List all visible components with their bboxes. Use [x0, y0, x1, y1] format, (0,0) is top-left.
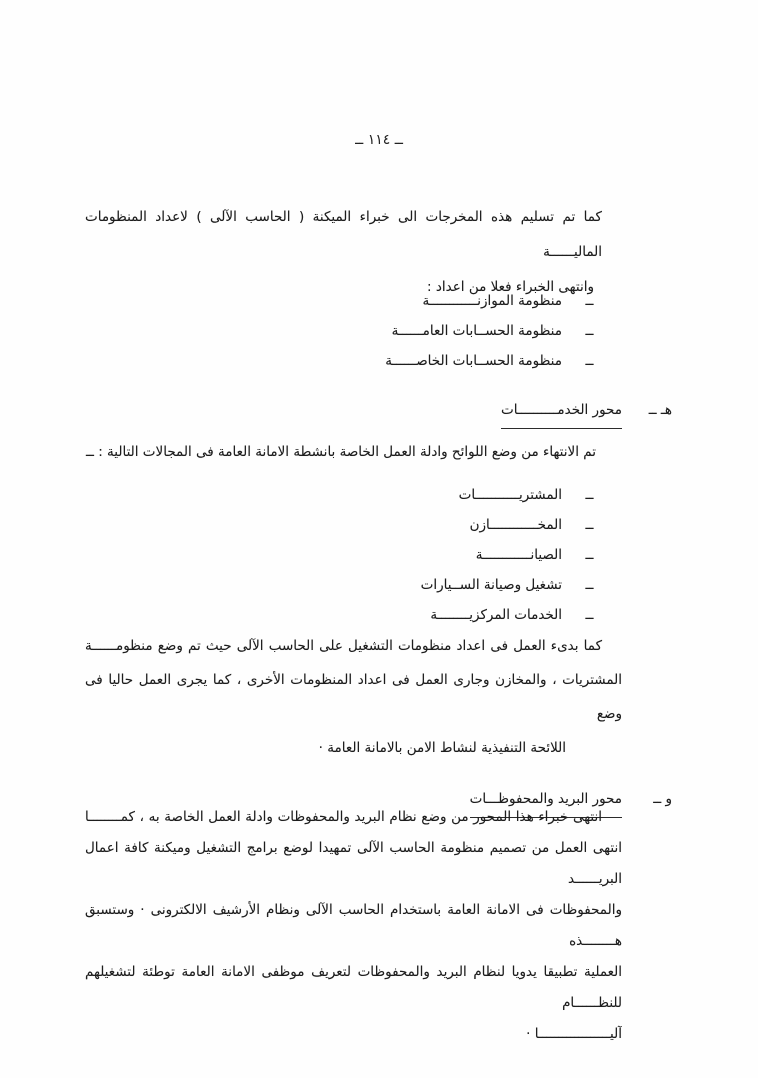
text-line: انتهى خبراء هذا المحور من وضع نظام البريد والمحفوظات وادلة العمل الخاصة به ، كمــــــــا	[85, 809, 602, 825]
list-item	[85, 600, 622, 630]
text-line: آليــــــــــــــــــا ·	[526, 1026, 622, 1042]
dash-bullet: ــ	[585, 577, 594, 593]
text-line: المشتريات ، والمخازن وجارى العمل فى اعداد المنظومات الأخرى ، كما يجرى العمل حاليا فى وضع	[85, 672, 622, 722]
section-letter: هـ ــ	[648, 402, 672, 418]
dash-bullet: ــ	[585, 607, 594, 623]
text-line: والمحفوظات فى الامانة العامة باستخدام الحاسب الآلى ونظام الأرشيف الالكترونى · وستسبق هــــــــذه	[85, 902, 622, 949]
dash-bullet: ــ	[585, 293, 594, 309]
list-financial-systems	[85, 286, 622, 376]
list-item-label: المشتريـــــــــــات	[458, 487, 562, 503]
list-item-label: الخدمات المركزيــــــــة	[430, 607, 562, 623]
list-service-areas	[85, 480, 622, 630]
section-title: محور البريد والمحفوظـــات	[470, 787, 622, 818]
text-line: العملية تطبيقا يدويا لنظام البريد والمحفوظات لتعريف موظفى الامانة العامة توطئة لتشغيلهم للنظــــــام	[85, 964, 622, 1011]
list-item	[85, 540, 622, 570]
text-line: تم الانتهاء من وضع اللوائح وادلة العمل الخاصة بانشطة الامانة العامة فى المجالات التالية : ــ	[86, 444, 596, 460]
list-item-label: الصيانــــــــــــة	[475, 547, 562, 563]
list-item	[85, 286, 622, 316]
section-letter: و ــ	[653, 791, 672, 807]
dash-bullet: ــ	[585, 547, 594, 563]
list-item-label: منظومة الحســابات العامــــــة	[391, 323, 562, 339]
text-line: وانتهى الخبراء فعلا من اعداد :	[427, 279, 594, 295]
list-item	[85, 570, 622, 600]
list-item-label: المخــــــــــــازن	[469, 517, 562, 533]
section-title: محور الخدمــــــــــات	[501, 398, 622, 429]
page-number: ــ ١١٤ ــ	[355, 132, 403, 148]
list-item-label: تشغيل وصيانة الســيارات	[420, 577, 562, 593]
paragraph-mail	[85, 802, 622, 1050]
paragraph-services-intro	[85, 440, 622, 464]
text-line: كما بدىء العمل فى اعداد منظومات التشغيل على الحاسب الآلى حيث تم وضع منظومــــــة	[85, 638, 602, 654]
list-item-label: منظومة الموازنــــــــــــة	[422, 293, 562, 309]
text-line: كما تم تسليم هذه المخرجات الى خبراء الميكنة ( الحاسب الآلى ) لاعداد المنظومات الماليــــــة	[85, 209, 602, 260]
list-item-label: منظومة الحســابات الخاصــــــة	[385, 353, 562, 369]
list-item	[85, 510, 622, 540]
list-item	[85, 346, 622, 376]
text-line: انتهى العمل من تصميم منظومة الحاسب الآلى تمهيدا لوضع برامج التشغيل وميكنة كافة اعمال البريــــــد	[85, 840, 622, 887]
paragraph-progress	[85, 629, 622, 765]
dash-bullet: ــ	[585, 487, 594, 503]
dash-bullet: ــ	[585, 353, 594, 369]
dash-bullet: ــ	[585, 323, 594, 339]
dash-bullet: ــ	[585, 517, 594, 533]
section-heading-services	[85, 398, 672, 429]
list-item	[85, 316, 622, 346]
list-item	[85, 480, 622, 510]
text-line: اللائحة التنفيذية لنشاط الامن بالامانة العامة ·	[318, 740, 566, 756]
